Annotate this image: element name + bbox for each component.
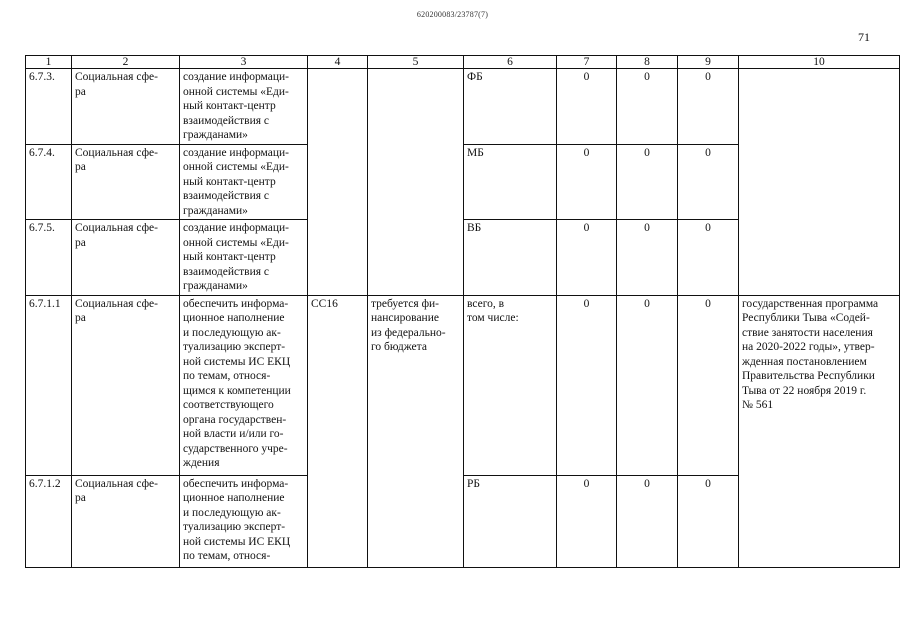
column-header: 3	[180, 56, 308, 69]
row-number: 6.7.1.2	[26, 475, 72, 567]
program-table	[25, 55, 900, 568]
column-header: 5	[368, 56, 464, 69]
row-number: 6.7.4.	[26, 144, 72, 220]
column-header: 8	[617, 56, 678, 69]
note-cell: требуется фи- нансирование из федерально- го бюджета	[368, 295, 464, 567]
value-cell: 0	[678, 220, 739, 296]
value-cell: 0	[617, 475, 678, 567]
source-cell: РБ	[464, 475, 557, 567]
value-cell: 0	[557, 475, 617, 567]
sphere-cell: Социальная сфе- ра	[72, 295, 180, 475]
source-cell: МБ	[464, 144, 557, 220]
value-cell: 0	[617, 144, 678, 220]
source-cell: ФБ	[464, 69, 557, 145]
value-cell: 0	[678, 475, 739, 567]
value-cell: 0	[557, 144, 617, 220]
column-header: 10	[739, 56, 900, 69]
column-header: 4	[308, 56, 368, 69]
table-row	[26, 69, 900, 145]
code-cell: СС16	[308, 295, 368, 567]
value-cell: 0	[557, 295, 617, 475]
sphere-cell: Социальная сфе- ра	[72, 475, 180, 567]
action-cell: создание информаци- онной системы «Еди- ный контакт-центр взаимодействия с гражданами»	[180, 220, 308, 296]
value-cell: 0	[678, 69, 739, 145]
row-number: 6.7.3.	[26, 69, 72, 145]
column-header: 6	[464, 56, 557, 69]
source-cell: ВБ	[464, 220, 557, 296]
source-cell: всего, в том числе:	[464, 295, 557, 475]
column-header: 7	[557, 56, 617, 69]
code-cell	[308, 69, 368, 296]
row-number: 6.7.1.1	[26, 295, 72, 475]
column-number-row	[26, 56, 900, 69]
document-code: 620200083/23787(7)	[416, 10, 489, 19]
action-cell: создание информаци- онной системы «Еди- ный контакт-центр взаимодействия с гражданами»	[180, 69, 308, 145]
value-cell: 0	[557, 220, 617, 296]
value-cell: 0	[678, 295, 739, 475]
note-cell	[368, 69, 464, 296]
sphere-cell: Социальная сфе- ра	[72, 69, 180, 145]
value-cell: 0	[617, 220, 678, 296]
value-cell: 0	[617, 69, 678, 145]
action-cell: обеспечить информа- ционное наполнение и последующую ак- туализацию эксперт- ной системы ИС ЕКЦ по темам, относя- щимся к компетенции соответствующего органа государствен- ной власти и/или го- сударственного учре- ждения	[180, 295, 308, 475]
sphere-cell: Социальная сфе- ра	[72, 220, 180, 296]
value-cell: 0	[557, 69, 617, 145]
table-row	[26, 295, 900, 475]
basis-cell	[739, 69, 900, 296]
sphere-cell: Социальная сфе- ра	[72, 144, 180, 220]
row-number: 6.7.5.	[26, 220, 72, 296]
column-header: 2	[72, 56, 180, 69]
action-cell: обеспечить информа- ционное наполнение и последующую ак- туализацию эксперт- ной системы ИС ЕКЦ по темам, относя-	[180, 475, 308, 567]
basis-cell: государственная программа Республики Тыва «Содей- ствие занятости населения на 2020-2022 годы», утвер- жденная постановлением Правительства Республики Тыва от 22 ноября 2019 г. № 561	[739, 295, 900, 567]
value-cell: 0	[678, 144, 739, 220]
column-header: 1	[26, 56, 72, 69]
page-number: 71	[858, 30, 870, 44]
action-cell: создание информаци- онной системы «Еди- ный контакт-центр взаимодействия с гражданами»	[180, 144, 308, 220]
column-header: 9	[678, 56, 739, 69]
value-cell: 0	[617, 295, 678, 475]
